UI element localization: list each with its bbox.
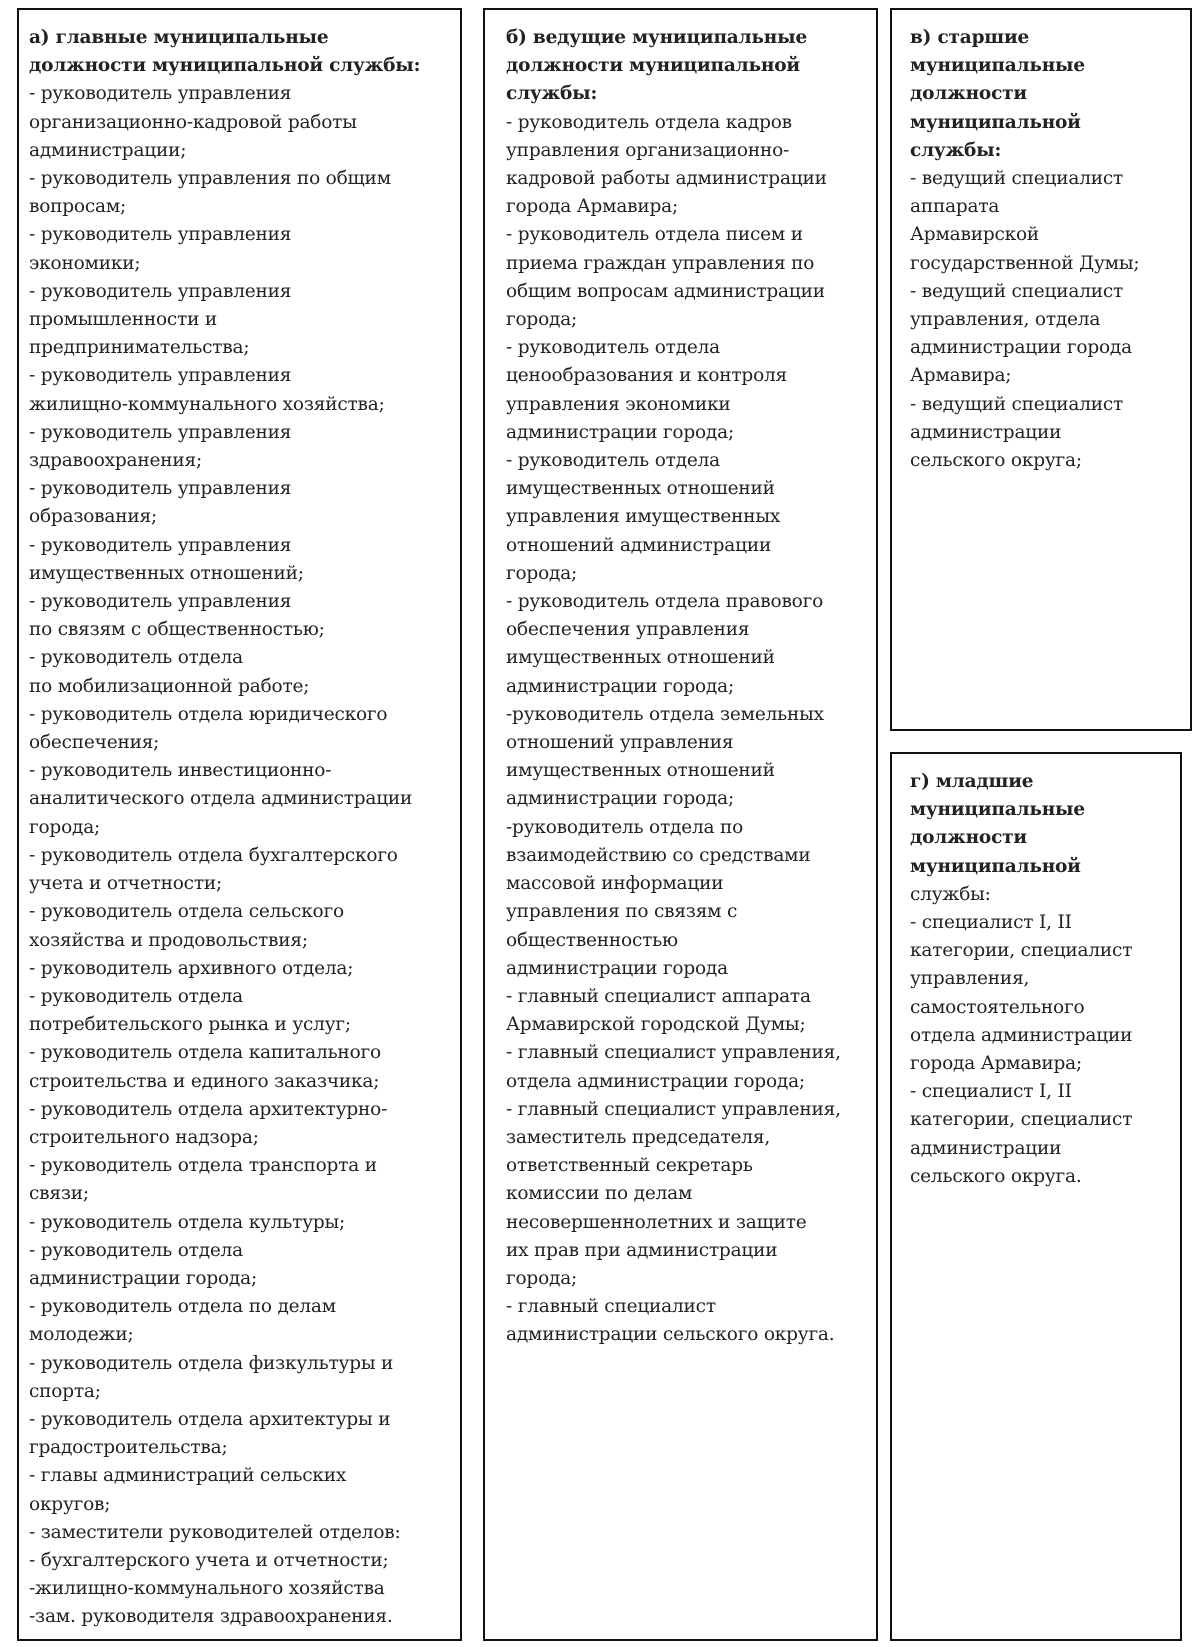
column-b-leading-positions <box>483 8 878 1641</box>
position-line: сельского округа; <box>910 450 1082 472</box>
position-line: администрации города; <box>506 675 734 697</box>
column-d-heading <box>910 768 1170 909</box>
column-a-main-positions <box>17 8 462 1641</box>
column-a-heading <box>29 24 450 80</box>
position-line: учета и отчетности; <box>29 873 223 895</box>
position-line: по связям с общественностью; <box>29 619 325 641</box>
position-line: имущественных отношений <box>506 760 775 782</box>
position-line: - ведущий специалист <box>910 168 1124 190</box>
position-line: администрации города; <box>506 788 734 810</box>
position-line: города Армавира; <box>910 1053 1083 1075</box>
position-line: - руководитель отдела правового <box>506 591 824 613</box>
position-line: общим вопросам администрации <box>506 280 825 302</box>
position-line: города; <box>29 816 101 838</box>
position-line: администрации <box>910 1137 1062 1159</box>
position-line: управления по связям с <box>506 901 738 923</box>
position-line: несовершеннолетних и защите <box>506 1211 807 1233</box>
column-b-content <box>506 24 866 1350</box>
column-heading-line: муниципальные <box>910 799 1085 821</box>
position-line: - специалист I, II <box>910 1081 1072 1103</box>
position-line: -зам. руководителя здравоохранения. <box>29 1606 393 1628</box>
position-line: -руководитель отдела по <box>506 816 744 838</box>
position-line: администрации; <box>29 139 187 161</box>
position-line: - руководитель управления <box>29 421 292 443</box>
position-line: спорта; <box>29 1380 101 1402</box>
position-line: округов; <box>29 1493 111 1515</box>
position-line: ответственный секретарь <box>506 1155 753 1177</box>
position-line: самостоятельного <box>910 996 1085 1018</box>
position-line: кадровой работы администрации <box>506 168 827 190</box>
position-line: управления организационно- <box>506 139 790 161</box>
column-b-heading <box>506 24 866 109</box>
position-line: ценообразования и контроля <box>506 365 788 387</box>
column-a-content <box>29 24 450 1632</box>
position-line: - главный специалист <box>506 1296 716 1318</box>
column-a-lines <box>29 80 450 1631</box>
position-line: Армавира; <box>910 365 1012 387</box>
column-b-lines <box>506 109 866 1350</box>
position-line: управления, отдела <box>910 309 1101 331</box>
position-line: имущественных отношений <box>506 647 775 669</box>
position-line: категории, специалист <box>910 1109 1133 1131</box>
position-line: предпринимательства; <box>29 337 250 359</box>
position-line: города; <box>506 309 578 331</box>
position-line: - руководитель отдела <box>29 985 244 1007</box>
position-line: потребительского рынка и услуг; <box>29 1014 351 1036</box>
position-line: - руководитель отдела архитектуры и <box>29 1408 391 1430</box>
position-line: по мобилизационной работе; <box>29 675 310 697</box>
column-d-junior-positions <box>890 752 1182 1641</box>
column-heading-tail: службы: <box>910 883 991 905</box>
position-line: - руководитель отдела сельского <box>29 901 344 923</box>
position-line: - руководитель отдела <box>506 337 721 359</box>
position-line: - руководитель отдела писем и <box>506 224 803 246</box>
position-line: города Армавира; <box>506 196 679 218</box>
position-line: - главный специалист управления, <box>506 1042 841 1064</box>
column-heading-line: б) ведущие муниципальные <box>506 27 808 48</box>
position-line: отдела администрации города; <box>506 1070 805 1092</box>
position-line: взаимодействию со средствами <box>506 844 811 866</box>
position-line: Армавирской <box>910 224 1040 246</box>
position-line: - руководитель отдела юридического <box>29 703 388 725</box>
column-heading-line: службы: <box>506 83 598 105</box>
position-line: массовой информации <box>506 873 724 895</box>
position-line: - руководитель отдела культуры; <box>29 1211 346 1233</box>
position-line: отношений администрации <box>506 534 772 556</box>
position-line: экономики; <box>29 252 141 274</box>
position-line: строительного надзора; <box>29 1126 259 1148</box>
position-line: - руководитель управления <box>29 534 292 556</box>
column-heading-line: должности <box>910 83 1027 105</box>
position-line: -руководитель отдела земельных <box>506 703 824 725</box>
column-c-heading <box>910 24 1180 165</box>
position-line: - руководитель отдела <box>29 1239 244 1261</box>
column-c-content <box>910 24 1180 475</box>
position-line: - руководитель управления <box>29 591 292 613</box>
position-line: - руководитель отдела бухгалтерского <box>29 844 398 866</box>
position-line: - руководитель управления <box>29 224 292 246</box>
position-line: строительства и единого заказчика; <box>29 1070 380 1092</box>
position-line: категории, специалист <box>910 940 1133 962</box>
position-line: - руководитель отдела транспорта и <box>29 1155 377 1177</box>
position-line: - ведущий специалист <box>910 393 1124 415</box>
position-line: администрации <box>910 421 1062 443</box>
position-line: - специалист I, II <box>910 912 1072 934</box>
position-line: заместитель председателя, <box>506 1126 770 1148</box>
position-line: промышленности и <box>29 309 218 331</box>
position-line: здравоохранения; <box>29 450 202 472</box>
position-line: - руководитель управления <box>29 365 292 387</box>
position-line: - руководитель инвестиционно- <box>29 760 332 782</box>
position-line: - руководитель отдела кадров <box>506 111 792 133</box>
position-line: - руководитель управления <box>29 280 292 302</box>
position-line: градостроительства; <box>29 1437 228 1459</box>
position-line: комиссии по делам <box>506 1183 693 1205</box>
position-line: управления экономики <box>506 393 731 415</box>
position-line: аналитического отдела администрации <box>29 788 413 810</box>
column-heading-line: муниципальной <box>910 111 1081 133</box>
column-d-content <box>910 768 1170 1191</box>
column-heading-line: должности <box>910 827 1027 849</box>
position-line: вопросам; <box>29 196 127 218</box>
position-line: имущественных отношений; <box>29 562 304 584</box>
position-line: - руководитель архивного отдела; <box>29 957 354 979</box>
position-line: - руководитель отдела <box>29 647 244 669</box>
position-line: - руководитель отдела по делам <box>29 1296 336 1318</box>
column-c-senior-positions <box>890 8 1192 731</box>
position-line: обеспечения управления <box>506 619 750 641</box>
column-c-lines <box>910 165 1180 475</box>
position-line: отношений управления <box>506 732 734 754</box>
position-line: города; <box>506 562 578 584</box>
position-line: - главный специалист управления, <box>506 1098 841 1120</box>
position-line: обеспечения; <box>29 732 160 754</box>
position-line: приема граждан управления по <box>506 252 815 274</box>
position-line: -жилищно-коммунального хозяйства <box>29 1578 385 1600</box>
column-heading-line: г) младшие <box>910 771 1034 792</box>
position-line: - руководитель управления по общим <box>29 168 391 190</box>
column-heading-line: службы: <box>910 139 1002 161</box>
column-heading-line: должности муниципальной службы: <box>29 55 421 77</box>
column-heading-line: а) главные муниципальные <box>29 27 329 48</box>
position-line: управления имущественных <box>506 506 781 528</box>
position-line: администрации города <box>506 957 728 979</box>
position-line: имущественных отношений <box>506 478 775 500</box>
position-line: администрации города; <box>29 1267 257 1289</box>
position-line: - бухгалтерского учета и отчетности; <box>29 1549 389 1571</box>
column-heading-line: должности муниципальной <box>506 55 800 77</box>
position-line: сельского округа. <box>910 1165 1082 1187</box>
position-line: управления, <box>910 968 1030 990</box>
position-line: - руководитель управления <box>29 478 292 500</box>
column-heading-line: муниципальной <box>910 855 1081 877</box>
position-line: молодежи; <box>29 1324 134 1346</box>
position-line: общественностью <box>506 929 678 951</box>
position-line: организационно-кадровой работы <box>29 111 357 133</box>
position-line: государственной Думы; <box>910 252 1140 274</box>
position-line: - заместители руководителей отделов: <box>29 1521 401 1543</box>
position-line: - руководитель отдела капитального <box>29 1042 381 1064</box>
position-line: образования; <box>29 506 157 528</box>
position-line: - руководитель отдела физкультуры и <box>29 1352 394 1374</box>
position-line: - главный специалист аппарата <box>506 985 811 1007</box>
column-heading-line: в) старшие <box>910 27 1030 48</box>
position-line: хозяйства и продовольствия; <box>29 929 308 951</box>
position-line: аппарата <box>910 196 1000 218</box>
position-line: отдела администрации <box>910 1024 1133 1046</box>
position-line: их прав при администрации <box>506 1239 778 1261</box>
position-line: связи; <box>29 1183 89 1205</box>
column-heading-line: муниципальные <box>910 55 1085 77</box>
position-line: Армавирской городской Думы; <box>506 1014 806 1036</box>
position-line: - ведущий специалист <box>910 280 1124 302</box>
position-line: администрации сельского округа. <box>506 1324 835 1346</box>
position-line: города; <box>506 1267 578 1289</box>
position-line: администрации города <box>910 337 1132 359</box>
position-line: - руководитель отдела <box>506 450 721 472</box>
position-line: - главы администраций сельских <box>29 1465 347 1487</box>
position-line: жилищно-коммунального хозяйства; <box>29 393 385 415</box>
position-line: - руководитель управления <box>29 83 292 105</box>
column-d-lines <box>910 909 1170 1191</box>
position-line: - руководитель отдела архитектурно- <box>29 1098 388 1120</box>
position-line: администрации города; <box>506 421 734 443</box>
